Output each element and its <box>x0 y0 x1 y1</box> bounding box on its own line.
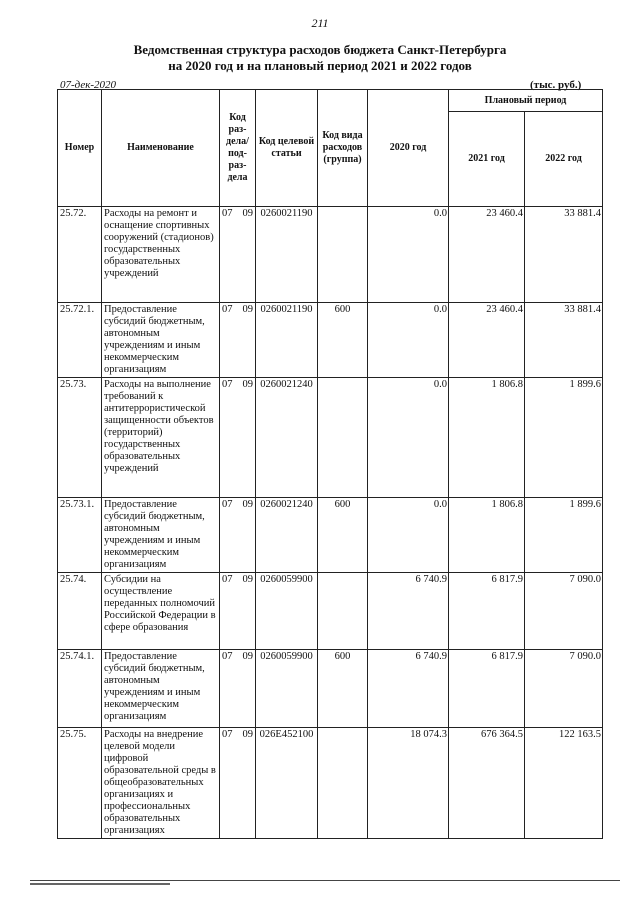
subsection-code: 09 <box>242 304 253 315</box>
budget-table <box>57 89 603 839</box>
row-2021: 23 460.4 <box>449 207 525 303</box>
row-expense-type <box>318 728 368 839</box>
table-row <box>58 650 603 728</box>
row-2022: 7 090.0 <box>525 573 603 650</box>
row-number: 25.73.1. <box>58 498 102 573</box>
section-code: 07 <box>222 499 233 510</box>
row-2022: 33 881.4 <box>525 303 603 378</box>
row-expense-type <box>318 378 368 498</box>
row-2020: 18 074.3 <box>368 728 449 839</box>
row-section-code <box>220 207 256 303</box>
row-number: 25.72. <box>58 207 102 303</box>
footer-rule <box>30 880 620 881</box>
row-name: Расходы на ремонт и оснащение спортивных сооружений (стадионов) государственных образовательных учреждений <box>102 207 220 303</box>
row-section-code <box>220 498 256 573</box>
row-name: Предоставление субсидий бюджетным, автономным учреждениям и иным некоммерческим организациям <box>102 650 220 728</box>
row-number: 25.74.1. <box>58 650 102 728</box>
row-2020: 0.0 <box>368 207 449 303</box>
row-expense-type: 600 <box>318 303 368 378</box>
header-name: Наименование <box>102 90 220 207</box>
row-target-code: 026E452100 <box>256 728 318 839</box>
row-2020: 0.0 <box>368 303 449 378</box>
subsection-code: 09 <box>242 651 253 662</box>
row-name: Предоставление субсидий бюджетным, автономным учреждениям и иным некоммерческим организациям <box>102 498 220 573</box>
row-number: 25.75. <box>58 728 102 839</box>
row-name: Расходы на выполнение требований к антитеррористической защищенности объектов (территорий) государственных образовательных учреждений <box>102 378 220 498</box>
section-code: 07 <box>222 208 233 219</box>
row-target-code: 0260021190 <box>256 207 318 303</box>
row-number: 25.74. <box>58 573 102 650</box>
header-target: Код целевой статьи <box>256 90 318 207</box>
row-expense-type <box>318 573 368 650</box>
unit-label: (тыс. руб.) <box>530 79 582 91</box>
table-row <box>58 378 603 498</box>
subsection-code: 09 <box>242 574 253 585</box>
header-expense-type: Код вида расходов (группа) <box>318 90 368 207</box>
header-section: Код раз-дела/ под-раз-дела <box>220 90 256 207</box>
section-code: 07 <box>222 729 233 740</box>
row-number: 25.73. <box>58 378 102 498</box>
header-number: Номер <box>58 90 102 207</box>
header-2021: 2021 год <box>449 112 525 207</box>
subsection-code: 09 <box>242 208 253 219</box>
row-2020: 0.0 <box>368 498 449 573</box>
page-number: 211 <box>311 16 329 30</box>
subsection-code: 09 <box>242 499 253 510</box>
row-section-code <box>220 728 256 839</box>
row-name: Субсидии на осуществление переданных полномочий Российской Федерации в сфере образования <box>102 573 220 650</box>
row-section-code <box>220 378 256 498</box>
header-2020: 2020 год <box>368 90 449 207</box>
row-expense-type: 600 <box>318 650 368 728</box>
section-code: 07 <box>222 304 233 315</box>
header-planning: Плановый период <box>449 90 603 112</box>
row-expense-type <box>318 207 368 303</box>
title-line-2: на 2020 год и на плановый период 2021 и 2022 годов <box>168 58 472 73</box>
row-2021: 1 806.8 <box>449 498 525 573</box>
row-2022: 1 899.6 <box>525 498 603 573</box>
row-name: Расходы на внедрение целевой модели цифровой образовательной среды в общеобразовательных организациях и профессиональных образовательных организациях <box>102 728 220 839</box>
row-2022: 33 881.4 <box>525 207 603 303</box>
document-date: 07-дек-2020 <box>60 79 117 91</box>
row-section-code <box>220 650 256 728</box>
row-2020: 6 740.9 <box>368 573 449 650</box>
row-target-code: 0260059900 <box>256 573 318 650</box>
row-section-code <box>220 573 256 650</box>
header-2022: 2022 год <box>525 112 603 207</box>
document-title <box>0 42 640 74</box>
row-2022: 122 163.5 <box>525 728 603 839</box>
table-row <box>58 303 603 378</box>
row-target-code: 0260021190 <box>256 303 318 378</box>
row-number: 25.72.1. <box>58 303 102 378</box>
table-row <box>58 207 603 303</box>
table-row <box>58 573 603 650</box>
row-2022: 7 090.0 <box>525 650 603 728</box>
section-code: 07 <box>222 379 233 390</box>
subsection-code: 09 <box>242 379 253 390</box>
subsection-code: 09 <box>242 729 253 740</box>
row-2021: 23 460.4 <box>449 303 525 378</box>
row-2021: 6 817.9 <box>449 573 525 650</box>
section-code: 07 <box>222 651 233 662</box>
row-2022: 1 899.6 <box>525 378 603 498</box>
row-2021: 1 806.8 <box>449 378 525 498</box>
section-code: 07 <box>222 574 233 585</box>
row-target-code: 0260021240 <box>256 498 318 573</box>
row-name: Предоставление субсидий бюджетным, автономным учреждениям и иным некоммерческим организациям <box>102 303 220 378</box>
table-row <box>58 728 603 839</box>
row-target-code: 0260059900 <box>256 650 318 728</box>
footer-rule-thick <box>30 883 170 885</box>
row-2021: 6 817.9 <box>449 650 525 728</box>
row-2021: 676 364.5 <box>449 728 525 839</box>
row-expense-type: 600 <box>318 498 368 573</box>
row-2020: 6 740.9 <box>368 650 449 728</box>
title-line-1: Ведомственная структура расходов бюджета Санкт-Петербурга <box>133 42 507 57</box>
table-row <box>58 498 603 573</box>
row-2020: 0.0 <box>368 378 449 498</box>
row-section-code <box>220 303 256 378</box>
row-target-code: 0260021240 <box>256 378 318 498</box>
